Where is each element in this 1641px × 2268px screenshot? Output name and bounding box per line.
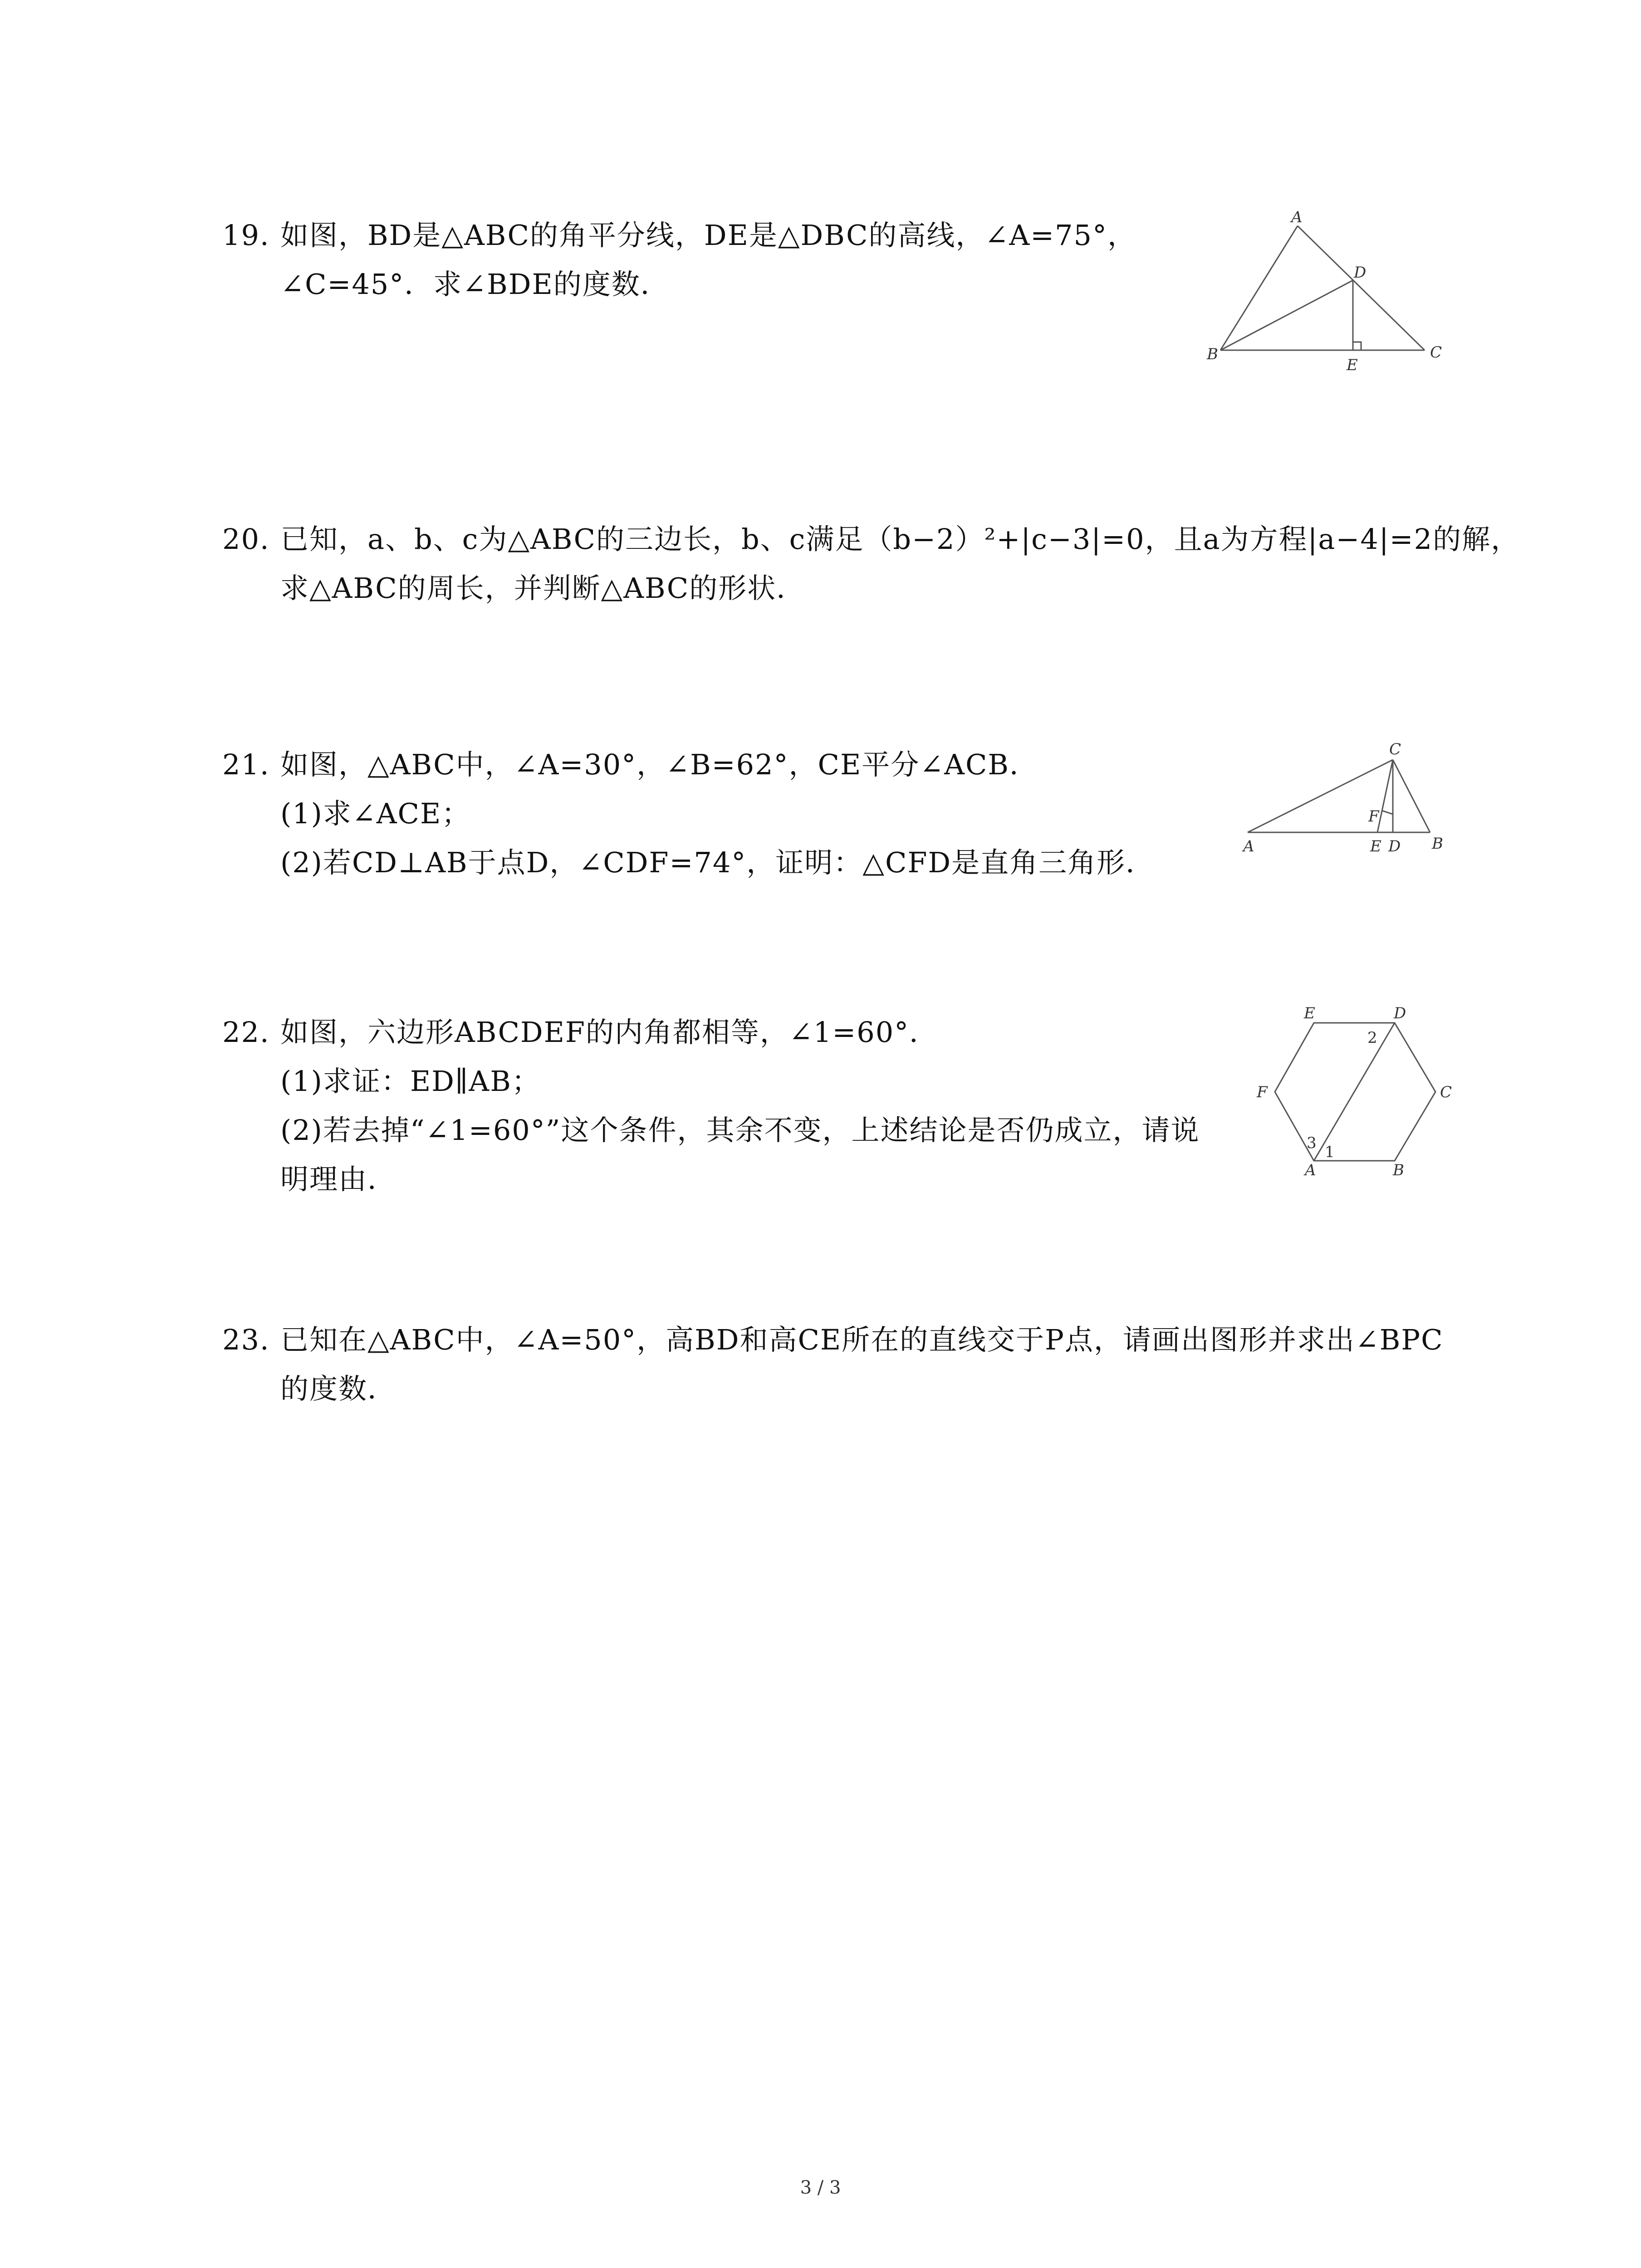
problem-line: (2)若CD⊥AB于点D，∠CDF=74°，证明：△CFD是直角三角形． bbox=[280, 846, 1155, 879]
problem-line: 23. 已知在△ABC中，∠A=50°，高BD和高CE所在的直线交于P点，请画出图形并求出∠BPC bbox=[222, 1315, 1444, 1364]
vertex-label-A: A bbox=[1291, 208, 1303, 226]
problem-number: 19. bbox=[222, 219, 270, 252]
angle-label-3: 3 bbox=[1307, 1134, 1317, 1152]
vertex-label-F: F bbox=[1368, 807, 1379, 826]
problem-line: (1)求证：ED∥AB； bbox=[280, 1065, 541, 1098]
problem-line: (1)求∠ACE； bbox=[280, 797, 471, 830]
vertex-label-D: D bbox=[1354, 264, 1367, 282]
problem-22 bbox=[222, 1008, 1200, 1204]
vertex-label-A: A bbox=[1243, 837, 1254, 855]
vertex-label-E: E bbox=[1304, 1004, 1315, 1022]
vertex-label-F: F bbox=[1257, 1083, 1268, 1101]
figure-21-triangle bbox=[1234, 733, 1452, 860]
angle-label-2: 2 bbox=[1367, 1029, 1377, 1047]
vertex-label-D: D bbox=[1388, 837, 1401, 855]
problem-line: 22. 如图，六边形ABCDEF的内角都相等，∠1=60°． bbox=[222, 1008, 1200, 1057]
vertex-label-D: D bbox=[1394, 1004, 1406, 1022]
problem-19 bbox=[222, 211, 1136, 309]
vertex-label-B: B bbox=[1207, 345, 1218, 363]
problem-23 bbox=[222, 1315, 1444, 1413]
problem-line: 的度数． bbox=[280, 1372, 397, 1405]
vertex-label-C: C bbox=[1389, 740, 1401, 758]
angle-label-1: 1 bbox=[1325, 1143, 1335, 1161]
problem-line: ∠C=45°．求∠BDE的度数． bbox=[280, 268, 670, 301]
figure-19-triangle bbox=[1207, 208, 1461, 376]
problem-number: 20. bbox=[222, 523, 270, 556]
page-number: 3 / 3 bbox=[800, 2177, 841, 2198]
vertex-label-A: A bbox=[1305, 1161, 1316, 1179]
vertex-label-B: B bbox=[1432, 835, 1443, 853]
problem-line: 求△ABC的周长，并判断△ABC的形状． bbox=[280, 572, 806, 605]
problem-number: 21. bbox=[222, 748, 270, 781]
vertex-label-C: C bbox=[1430, 343, 1442, 362]
problem-number: 23. bbox=[222, 1323, 270, 1356]
vertex-label-B: B bbox=[1393, 1161, 1404, 1179]
problem-line: (2)若去掉“∠1=60°”这个条件，其余不变，上述结论是否仍成立，请说 bbox=[280, 1114, 1200, 1147]
problem-line: 19. 如图，BD是△ABC的角平分线，DE是△DBC的高线，∠A=75°， bbox=[222, 211, 1136, 260]
problem-20 bbox=[222, 515, 1520, 613]
problem-line: 明理由． bbox=[280, 1163, 397, 1196]
figure-22-hexagon bbox=[1257, 1005, 1456, 1177]
problem-line: 21. 如图，△ABC中，∠A=30°，∠B=62°，CE平分∠ACB． bbox=[222, 740, 1155, 789]
problem-number: 22. bbox=[222, 1016, 270, 1049]
vertex-label-E: E bbox=[1370, 837, 1381, 855]
vertex-label-E: E bbox=[1347, 356, 1358, 374]
problem-21 bbox=[222, 740, 1155, 887]
vertex-label-C: C bbox=[1440, 1083, 1452, 1101]
problem-line: 20. 已知，a、b、c为△ABC的三边长，b、c满足（b−2）²+|c−3|=0，且a为方程|a−4|=2的解， bbox=[222, 515, 1520, 564]
